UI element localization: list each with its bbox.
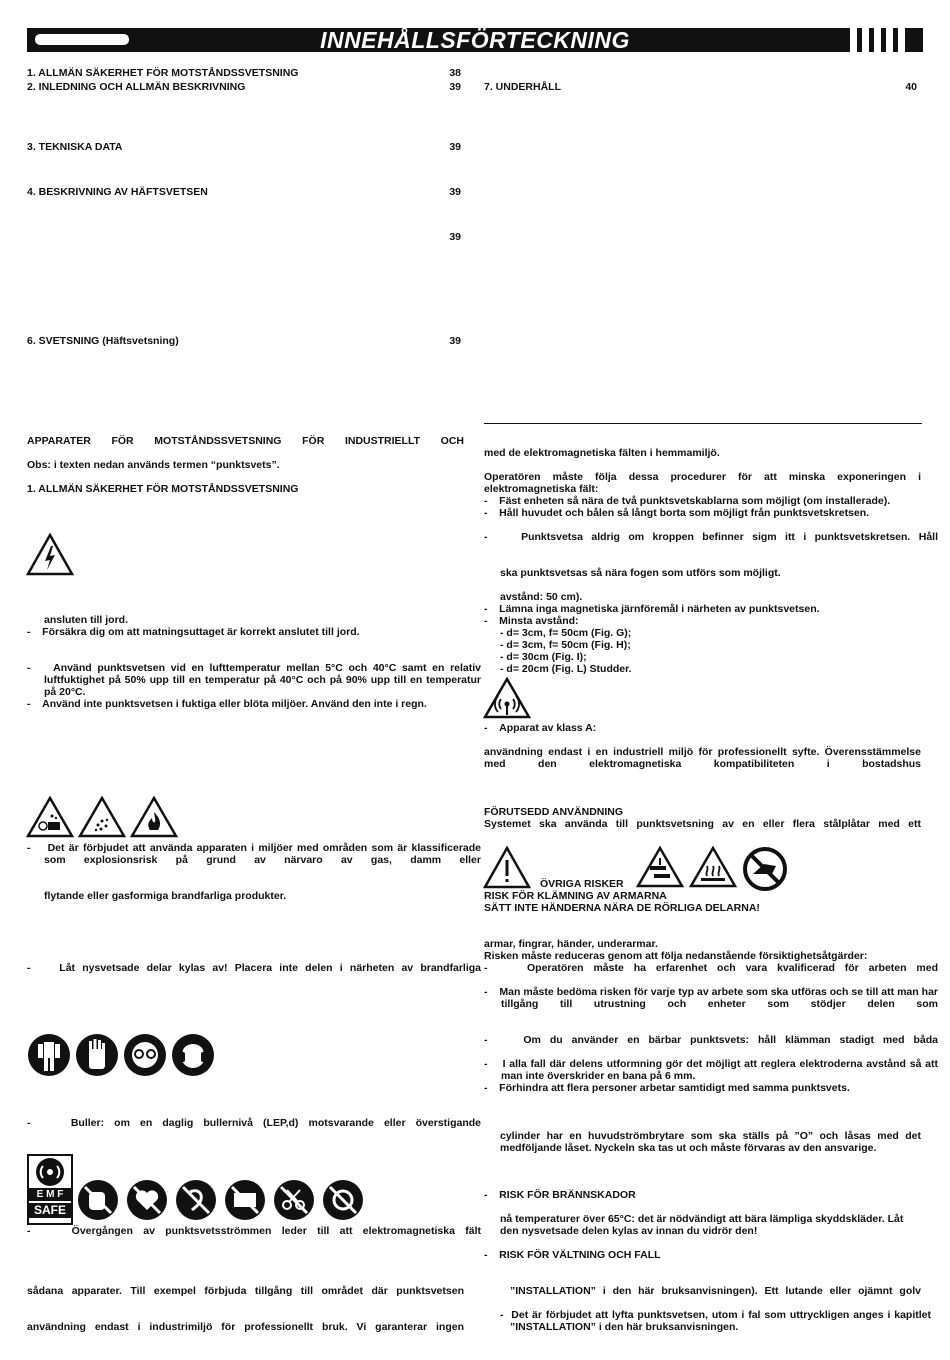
intro-title: APPARATER FÖR MOTSTÅNDSSVETSNING FÖR INDUSTRIELLT OCH	[27, 435, 464, 447]
bullet-item: - Operatören måste ha erfarenhet och vara kvalificerad för arbeten med	[484, 962, 938, 974]
paragraph: nå temperaturer över 65°C: det är nödvändigt att bära lämpliga skyddskläder. Låt den nysvetsade delen kylas av innan du vidrör den!	[500, 1213, 904, 1238]
bullet-item: - RISK FÖR BRÄNNSKADOR	[484, 1189, 636, 1201]
bullet-dash: -	[27, 962, 60, 974]
explosive-dust-icon	[26, 796, 74, 838]
bullet-item: - Övergången av punktsvetsströmmen leder till att elektromagnetiska fält	[27, 1225, 481, 1237]
eye-protection-icon	[123, 1033, 167, 1077]
paragraph: cylinder har en huvudströmbrytare som ska ställs på ”O” och låsas med det medföljande låset. Nyckeln ska tas ut och måste förvaras av den ansvarige.	[500, 1130, 921, 1155]
bullet-item: - Minsta avstånd:	[484, 615, 579, 627]
section-heading: FÖRUTSEDD ANVÄNDNING	[484, 806, 624, 818]
distance-item: - d= 30cm (Fig. I);	[500, 651, 587, 663]
toc-item[interactable]: 7. UNDERHÅLL 40	[484, 81, 917, 93]
bullet-dash: -	[484, 986, 500, 998]
page-title: INNEHÅLLSFÖRTECKNING	[320, 27, 630, 53]
distance-item: - d= 3cm, f= 50cm (Fig. H);	[500, 639, 631, 651]
obs-note: Obs: i texten nedan används termen “punktsvets”.	[27, 459, 280, 471]
paragraph: Risken måste reduceras genom att följa nedanstående försiktighetsåtgärder:	[484, 950, 868, 962]
explosive-gas-icon	[78, 796, 126, 838]
bullet-item: - Det är förbjudet att använda apparaten i miljöer med områden som är klassificerade som explosionsrisk på grund av närvaro av gas, damm eller	[27, 842, 482, 867]
toc-item[interactable]: 3. TEKNISKA DATA 39	[27, 141, 461, 153]
risk-warning: SÄTT INTE HÄNDERNA NÄRA DE RÖRLIGA DELARNA!	[484, 902, 760, 914]
bullet-item: - Det är förbjudet att lyfta punktsvetsen, utom i fal som uttryckligen anges i kapitlet ”INSTALLATION” i den här bruksanvisningen.	[500, 1309, 931, 1334]
paragraph: med de elektromagnetiska fälten i hemmamiljö.	[484, 447, 720, 459]
ppe-icon-group	[27, 1033, 215, 1077]
toc-item[interactable]: 4. BESKRIVNING AV HÄFTSVETSEN 39	[27, 186, 461, 198]
bullet-dash: -	[484, 603, 500, 615]
paragraph: avstånd: 50 cm).	[500, 591, 583, 603]
crushing-hazard-icon	[636, 846, 684, 888]
distance-item: - d= 20cm (Fig. L) Studder.	[500, 663, 632, 675]
bullet-item: - RISK FÖR VÄLTNING OCH FALL	[484, 1249, 661, 1261]
no-watches-icon	[321, 1178, 365, 1222]
risk-heading: RISK FÖR KLÄMNING AV ARMARNA	[484, 890, 667, 902]
bullet-dash: -	[484, 615, 500, 627]
bullet-item: - Låt nysvetsade delar kylas av! Placera inte delen i närheten av brandfarliga	[27, 962, 481, 974]
bullet-dash: -	[27, 1225, 72, 1237]
bullet-dash: -	[484, 1249, 500, 1261]
non-ionizing-radiation-icon	[483, 677, 531, 719]
toc-item[interactable]: 6. SVETSNING (Häftsvetsning) 39	[27, 335, 461, 347]
bullet-item: - Om du använder en bärbar punktsvets: håll klämman stadigt med båda	[484, 1034, 938, 1046]
section-divider	[484, 423, 922, 424]
risk-icon-group	[636, 846, 788, 892]
emf-label: E M F	[29, 1188, 71, 1201]
bullet-dash: -	[484, 531, 522, 543]
bullet-item: - Apparat av klass A:	[484, 722, 597, 734]
bullet-item: - Förhindra att flera personer arbetar samtidigt med samma punktsvets.	[484, 1082, 850, 1094]
paragraph: användning endast i en industriell miljö för professionellt syfte. Överensstämmelse med den elektromagnetiska kompatibiliteten i bostadshus	[484, 746, 921, 771]
bullet-item: - I alla fall där delens utformning gör det möjligt att reglera elektroderna avstånd så att man inte överskrider en bana på 6 mm.	[484, 1058, 938, 1083]
bullet-dash: -	[484, 722, 500, 734]
no-electronic-devices-icon	[223, 1178, 267, 1222]
toc-item[interactable]: 1. ALLMÄN SÄKERHET FÖR MOTSTÅNDSSVETSNING 38	[27, 67, 461, 79]
warning-icon	[483, 845, 531, 889]
bullet-dash: -	[484, 962, 527, 974]
no-touch-icon	[76, 1178, 120, 1222]
prohibition-icon-group	[76, 1178, 365, 1222]
no-pacemaker-icon	[125, 1178, 169, 1222]
bullet-dash: -	[484, 507, 500, 519]
paragraph: armar, fingrar, händer, underarmar.	[484, 938, 658, 950]
bullet-dash: -	[500, 1309, 512, 1321]
bullet-dash: -	[484, 1034, 524, 1046]
paragraph: ansluten till jord.	[44, 614, 129, 626]
paragraph: sådana apparater. Till exempel förbjuda tillgång till området där punktsvetsen	[27, 1285, 464, 1297]
bullet-item: - Håll huvudet och bålen så långt borta som möjligt från punktsvetskretsen.	[484, 507, 870, 519]
distance-item: - d= 3cm, f= 50cm (Fig. G);	[500, 627, 632, 639]
header-pill-decoration	[35, 34, 129, 45]
paragraph: Systemet ska använda till punktsvetsning av en eller flera stålplåtar med ett	[484, 818, 921, 830]
bullet-dash: -	[484, 1189, 500, 1201]
bullet-item: - Använd inte punktsvetsen i fuktiga eller blöta miljöer. Använd den inte i regn.	[27, 698, 427, 710]
paragraph: ska punktsvetsas så nära fogen som utförs som möjligt.	[500, 567, 781, 579]
section-heading: 1. ALLMÄN SÄKERHET FÖR MOTSTÅNDSSVETSNING	[27, 483, 299, 495]
protective-gloves-icon	[75, 1033, 119, 1077]
header-stripes-decoration	[848, 28, 905, 52]
bullet-dash: -	[27, 842, 48, 854]
emf-radiation-icon	[29, 1156, 71, 1188]
ear-protection-icon	[171, 1033, 215, 1077]
bullet-item: - Lämna inga magnetiska järnföremål i närheten av punktsvetsen.	[484, 603, 820, 615]
hot-surface-icon	[689, 846, 737, 888]
emf-safe-badge	[27, 1154, 73, 1225]
toc-item[interactable]: 2. INLEDNING OCH ALLMÄN BESKRIVNING 39	[27, 81, 461, 93]
bullet-dash: -	[27, 626, 43, 638]
bullet-dash: -	[27, 698, 43, 710]
bullet-dash: -	[484, 495, 500, 507]
safe-label: SAFE	[29, 1203, 71, 1218]
paragraph: flytande eller gasformiga brandfarliga produkter.	[44, 890, 287, 902]
no-hearing-aid-icon	[174, 1178, 218, 1222]
bullet-item: - Försäkra dig om att matningsuttaget är korrekt anslutet till jord.	[27, 626, 360, 638]
hazard-icon-group	[26, 796, 178, 838]
bullet-item: - Man måste bedöma risken för varje typ av arbete som ska utföras och se till att man har tillgång till utrustning och enheter som stödjer delen som	[484, 986, 938, 1011]
paragraph: användning endast i industrimiljö för professionellt bruk. Vi garanterar ingen	[27, 1321, 464, 1333]
flammable-icon	[130, 796, 178, 838]
bullet-item: - Fäst enheten så nära de två punktsvetskablarna som möjligt (om installerade).	[484, 495, 891, 507]
other-risks-label: ÖVRIGA RISKER	[540, 878, 624, 890]
bullet-item: - Punktsvetsa aldrig om kroppen befinner sigm itt i punktsvetskretsen. Håll	[484, 531, 939, 543]
protective-clothing-icon	[27, 1033, 71, 1077]
bullet-item: - Buller: om en daglig bullernivå (LEP,d) motsvarande eller överstigande	[27, 1117, 481, 1129]
no-hands-icon	[742, 846, 788, 892]
no-metal-objects-icon	[272, 1178, 316, 1222]
paragraph: ”INSTALLATION” i den här bruksanvisningen). Ett lutande eller ojämnt golv	[510, 1285, 921, 1297]
bullet-dash: -	[484, 1082, 500, 1094]
bullet-dash: -	[27, 1117, 71, 1129]
bullet-dash: -	[27, 662, 54, 674]
bullet-dash: -	[484, 1058, 503, 1070]
electric-hazard-icon	[26, 532, 74, 576]
paragraph: Operatören måste följa dessa procedurer för att minska exponeringen i elektromagnetiska fält:	[484, 471, 921, 496]
bullet-item: - Använd punktsvetsen vid en lufttemperatur mellan 5°C och 40°C samt en relativ luftfuktighet på 50% upp till en temperatur på 40°C och på 90% upp till en temperatur på 20°C.	[27, 662, 482, 699]
